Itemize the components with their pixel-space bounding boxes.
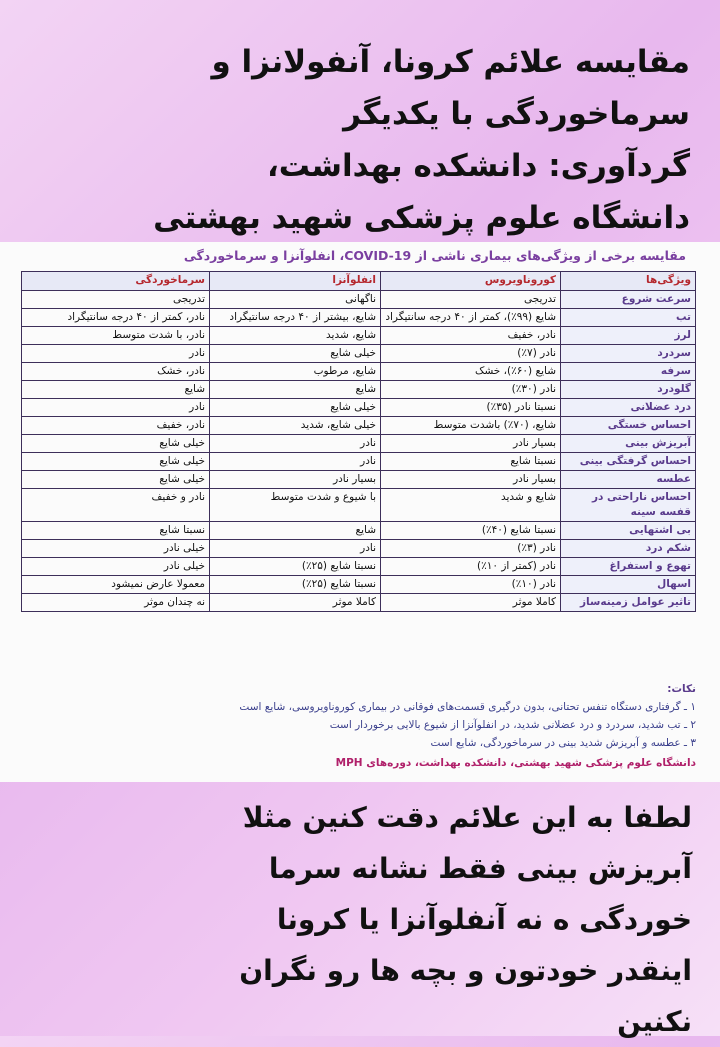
table-cell: شایع <box>22 381 210 399</box>
feature-cell: گلودرد <box>561 381 696 399</box>
table-row <box>22 417 696 435</box>
table-cell: خیلی شایع <box>22 435 210 453</box>
table-cell: نادر و خفیف <box>22 489 210 522</box>
table-cell: نسبتا نادر (۳۵٪) <box>381 399 561 417</box>
table-cell: نادر (۳۰٪) <box>381 381 561 399</box>
caption-line: لطفا به این علائم دقت کنین مثلا <box>242 801 692 834</box>
table-row <box>22 471 696 489</box>
table-row <box>22 345 696 363</box>
table-cell: شایع، بیشتر از ۴۰ درجه سانتیگراد <box>210 309 381 327</box>
feature-cell: تهوع و استفراغ <box>561 558 696 576</box>
table-cell: شایع، (۷۰٪) باشدت متوسط <box>381 417 561 435</box>
feature-cell: تاثیر عوامل زمینه‌ساز <box>561 594 696 612</box>
table-cell: نادر (۱۰٪) <box>381 576 561 594</box>
notes-heading: نکات: <box>667 683 696 695</box>
table-row <box>22 558 696 576</box>
table-cell: شایع، شدید <box>210 327 381 345</box>
note-item: ۳ ـ عطسه و آبریزش شدید بینی در سرماخوردگی، شایع است <box>430 737 696 749</box>
table-cell: نادر (۷٪) <box>381 345 561 363</box>
table-row <box>22 399 696 417</box>
table-cell: شایع (۹۹٪)، کمتر از ۴۰ درجه سانتیگراد <box>381 309 561 327</box>
caption-line: اینقدر خودتون و بچه ها رو نگران <box>239 954 692 987</box>
table-cell: شایع (۶۰٪)، خشک <box>381 363 561 381</box>
table-cell: نسبتا شایع (۲۵٪) <box>210 558 381 576</box>
column-header: انفلوآنزا <box>210 272 381 291</box>
table-cell: کاملا موثر <box>381 594 561 612</box>
feature-cell: احساس گرفتگی بینی <box>561 453 696 471</box>
caption-line: سرماخوردگی با یکدیگر <box>343 96 690 132</box>
note-item: ۲ ـ تب شدید، سردرد و درد عضلانی شدید، در انفلوآنزا از شیوع بالایی برخوردار است <box>329 719 696 731</box>
table-cell: بسیار نادر <box>381 471 561 489</box>
caption-line: خوردگی ه نه آنفلوآنزا یا کرونا <box>276 903 692 936</box>
table-row <box>22 327 696 345</box>
table-cell: شایع و شدید <box>381 489 561 522</box>
feature-cell: احساس ناراحتی در قفسه سینه <box>561 489 696 522</box>
table-cell: شایع، مرطوب <box>210 363 381 381</box>
table-cell: نادر <box>210 453 381 471</box>
caption-line: نکنین <box>617 1005 692 1038</box>
table-cell: نه چندان موثر <box>22 594 210 612</box>
feature-cell: آبریزش بینی <box>561 435 696 453</box>
feature-cell: عطسه <box>561 471 696 489</box>
feature-cell: احساس خستگی <box>561 417 696 435</box>
table-cell: نسبتا شایع <box>22 522 210 540</box>
table-row <box>22 576 696 594</box>
table-cell: نادر، خفیف <box>22 417 210 435</box>
caption-line: گردآوری: دانشکده بهداشت، <box>266 148 690 184</box>
source-credit: دانشگاه علوم پزشکی شهید بهشتی، دانشکده بهداشت، دوره‌های MPH <box>335 757 696 769</box>
bottom-caption <box>20 792 692 1047</box>
table-cell: بسیار نادر <box>381 435 561 453</box>
table-row <box>22 309 696 327</box>
table-cell: با شیوع و شدت متوسط <box>210 489 381 522</box>
table-cell: نادر (کمتر از ۱۰٪) <box>381 558 561 576</box>
table-cell: تدریجی <box>22 291 210 309</box>
table-row <box>22 522 696 540</box>
column-header: ویژگی‌ها <box>561 272 696 291</box>
table-row <box>22 540 696 558</box>
feature-cell: سرعت شروع <box>561 291 696 309</box>
note-item: ۱ ـ گرفتاری دستگاه تنفس تحتانی، بدون درگیری قسمت‌های فوقانی در بیماری کوروناویروسی، شایع است <box>239 701 696 713</box>
table-cell: خیلی شایع، شدید <box>210 417 381 435</box>
feature-cell: سردرد <box>561 345 696 363</box>
table-cell: نسبتا شایع (۲۵٪) <box>210 576 381 594</box>
column-header: کوروناویروس <box>381 272 561 291</box>
feature-cell: بی اشتهایی <box>561 522 696 540</box>
table-cell: خیلی شایع <box>210 345 381 363</box>
feature-cell: سرفه <box>561 363 696 381</box>
feature-cell: تب <box>561 309 696 327</box>
table-row <box>22 435 696 453</box>
comparison-card <box>0 242 720 782</box>
card-title: مقایسه برخی از ویژگی‌های بیماری ناشی از COVID-19، انفلوآنزا و سرماخوردگی <box>183 248 686 263</box>
table-cell: خیلی نادر <box>22 558 210 576</box>
table-cell: تدریجی <box>381 291 561 309</box>
caption-line: آبریزش بینی فقط نشانه سرما <box>268 852 692 885</box>
table-row <box>22 363 696 381</box>
table-row <box>22 381 696 399</box>
table-cell: خیلی نادر <box>22 540 210 558</box>
table-cell: شایع <box>210 522 381 540</box>
table-row <box>22 594 696 612</box>
table-cell: نادر (۳٪) <box>381 540 561 558</box>
table-cell: خیلی شایع <box>22 453 210 471</box>
column-header: سرماخوردگی <box>22 272 210 291</box>
caption-line: مقایسه علائم کرونا، آنفولانزا و <box>211 44 690 80</box>
feature-cell: شکم درد <box>561 540 696 558</box>
table-cell: نسبتا شایع (۴۰٪) <box>381 522 561 540</box>
table-cell: معمولا عارض نمیشود <box>22 576 210 594</box>
table-cell: بسیار نادر <box>210 471 381 489</box>
table-cell: نادر، کمتر از ۴۰ درجه سانتیگراد <box>22 309 210 327</box>
caption-line: دانشگاه علوم پزشکی شهید بهشتی <box>153 200 690 236</box>
table-row <box>22 489 696 522</box>
table-header-row <box>22 272 696 291</box>
table-cell: نادر، با شدت متوسط <box>22 327 210 345</box>
table-cell: نادر <box>210 435 381 453</box>
table-row <box>22 291 696 309</box>
table-cell: نادر <box>22 345 210 363</box>
feature-cell: اسهال <box>561 576 696 594</box>
notes-section <box>20 680 696 772</box>
table-cell: ناگهانی <box>210 291 381 309</box>
table-cell: نادر، خفیف <box>381 327 561 345</box>
feature-cell: درد عضلانی <box>561 399 696 417</box>
table-row <box>22 453 696 471</box>
table-cell: کاملا موثر <box>210 594 381 612</box>
table-cell: نادر، خشک <box>22 363 210 381</box>
comparison-table <box>21 271 696 612</box>
table-cell: خیلی شایع <box>210 399 381 417</box>
top-caption <box>24 36 690 244</box>
table-cell: نادر <box>22 399 210 417</box>
table-cell: خیلی شایع <box>22 471 210 489</box>
table-cell: شایع <box>210 381 381 399</box>
table-cell: نسبتا شایع <box>381 453 561 471</box>
table-body <box>22 291 696 612</box>
table-cell: نادر <box>210 540 381 558</box>
feature-cell: لرز <box>561 327 696 345</box>
